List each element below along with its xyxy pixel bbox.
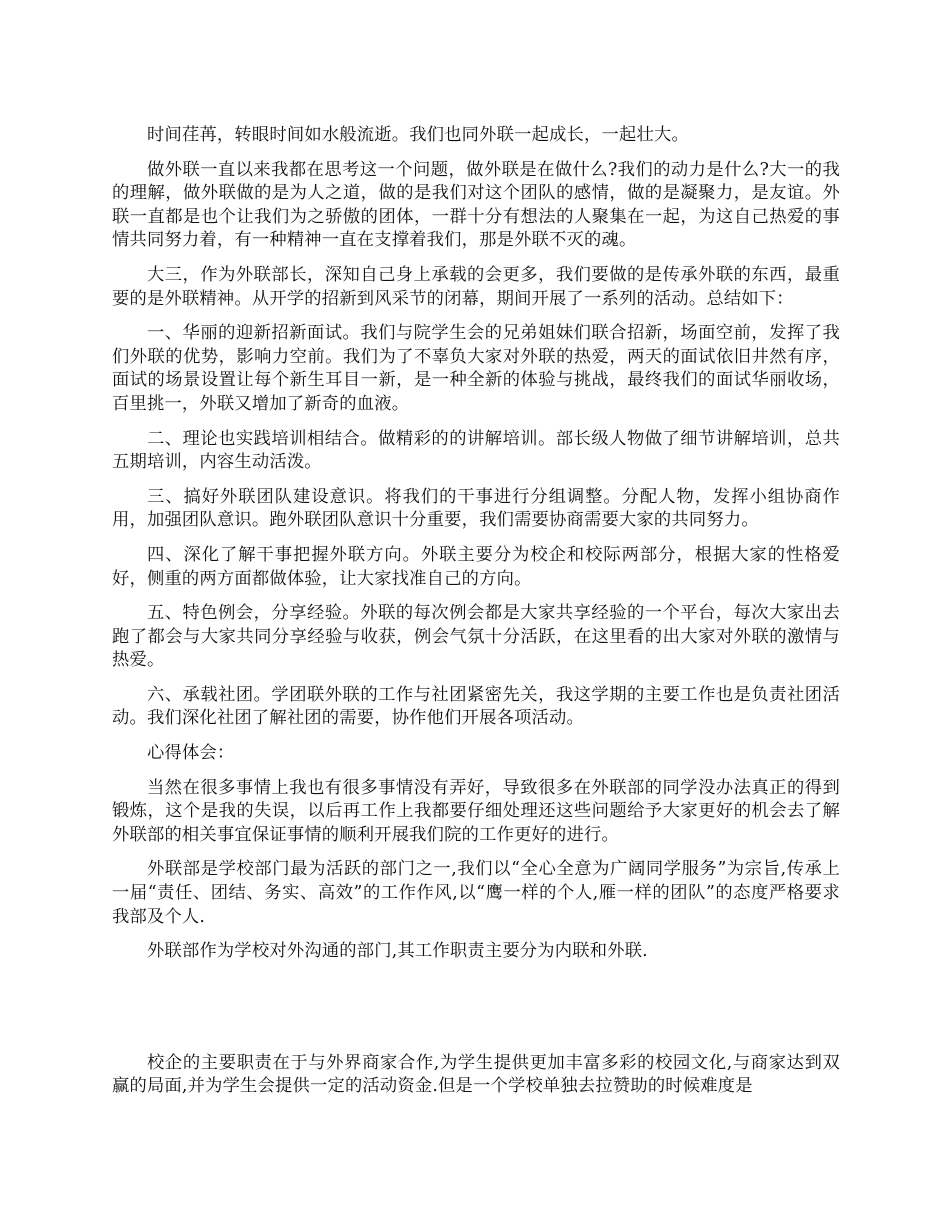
paragraph-junior-year: 大三，作为外联部长，深知自己身上承载的会更多，我们要做的是传承外联的东西，最重要的是外联精神。从开学的招新到风采节的闭幕，期间开展了一系列的活动。总结如下： [112, 264, 840, 309]
paragraph-department-mission: 外联部是学校部门最为活跃的部门之一,我们以“全心全意为广阔同学服务”为宗旨,传承上一届“责任、团结、务实、高效”的工作作风,以“鹰一样的个人,雁一样的团队”的态度严格要求我部及个人. [112, 859, 840, 927]
blank-spacer [112, 975, 840, 1052]
paragraph-item-1: 一、华丽的迎新招新面试。我们与院学生会的兄弟姐妹们联合招新，场面空前，发挥了我们外联的优势，影响力空前。我们为了不辜负大家对外联的热爱，两天的面试依旧井然有序，面试的场景设置让每个新生耳目一新，是一种全新的体验与挑战，最终我们的面试华丽收场，百里挑一，外联又增加了新奇的血液。 [112, 323, 840, 414]
paragraph-item-2: 二、理论也实践培训相结合。做精彩的的讲解培训。部长级人物做了细节讲解培训，总共五期培训，内容生动活泼。 [112, 428, 840, 473]
paragraph-self-critique: 当然在很多事情上我也有很多事情没有弄好，导致很多在外联部的同学没办法真正的得到锻炼，这个是我的失误，以后再工作上我都要仔细处理还这些问题给予大家更好的机会去了解外联部的相关事宜保证事情的顺利开展我们院的工作更好的进行。 [112, 777, 840, 845]
paragraph-reflection: 做外联一直以来我都在思考这一个问题，做外联是在做什么?我们的动力是什么?大一的我的理解，做外联做的是为人之道，做的是我们对这个团队的感情，做的是凝聚力，是友谊。外联一直都是也个让我们为之骄傲的团体，一群十分有想法的人聚集在一起，为这自己热爱的事情共同努力着，有一种精神一直在支撑着我们，那是外联不灭的魂。 [112, 159, 840, 251]
section-heading-experience: 心得体会： [147, 743, 235, 764]
paragraph-item-5: 五、特色例会，分享经验。外联的每次例会都是大家共享经验的一个平台，每次大家出去跑了都会与大家共同分享经验与收获，例会气氛十分活跃，在这里看的出大家对外联的激情与热爱。 [112, 603, 840, 671]
paragraph-department-duties: 外联部作为学校对外沟通的部门,其工作职责主要分为内联和外联. [147, 941, 648, 962]
paragraph-item-4: 四、深化了解干事把握外联方向。外联主要分为校企和校际两部分，根据大家的性格爱好，侧重的两方面都做体验，让大家找准自己的方向。 [112, 544, 840, 589]
paragraph-intro: 时间荏苒，转眼时间如水般流逝。我们也同外联一起成长，一起壮大。 [147, 125, 689, 145]
paragraph-school-enterprise: 校企的主要职责在于与外界商家合作,为学生提供更加丰富多彩的校园文化,与商家达到双赢的局面,并为学生会提供一定的活动资金.但是一个学校单独去拉赞助的时候难度是 [112, 1052, 840, 1097]
paragraph-item-6: 六、承载社团。学团联外联的工作与社团紧密先关，我这学期的主要工作也是负责社团活动。我们深化社团了解社团的需要，协作他们开展各项活动。 [112, 684, 840, 729]
document-page [112, 124, 840, 1110]
paragraph-item-3: 三、搞好外联团队建设意识。将我们的干事进行分组调整。分配人物，发挥小组协商作用，加强团队意识。跑外联团队意识十分重要，我们需要协商需要大家的共同努力。 [112, 486, 840, 531]
